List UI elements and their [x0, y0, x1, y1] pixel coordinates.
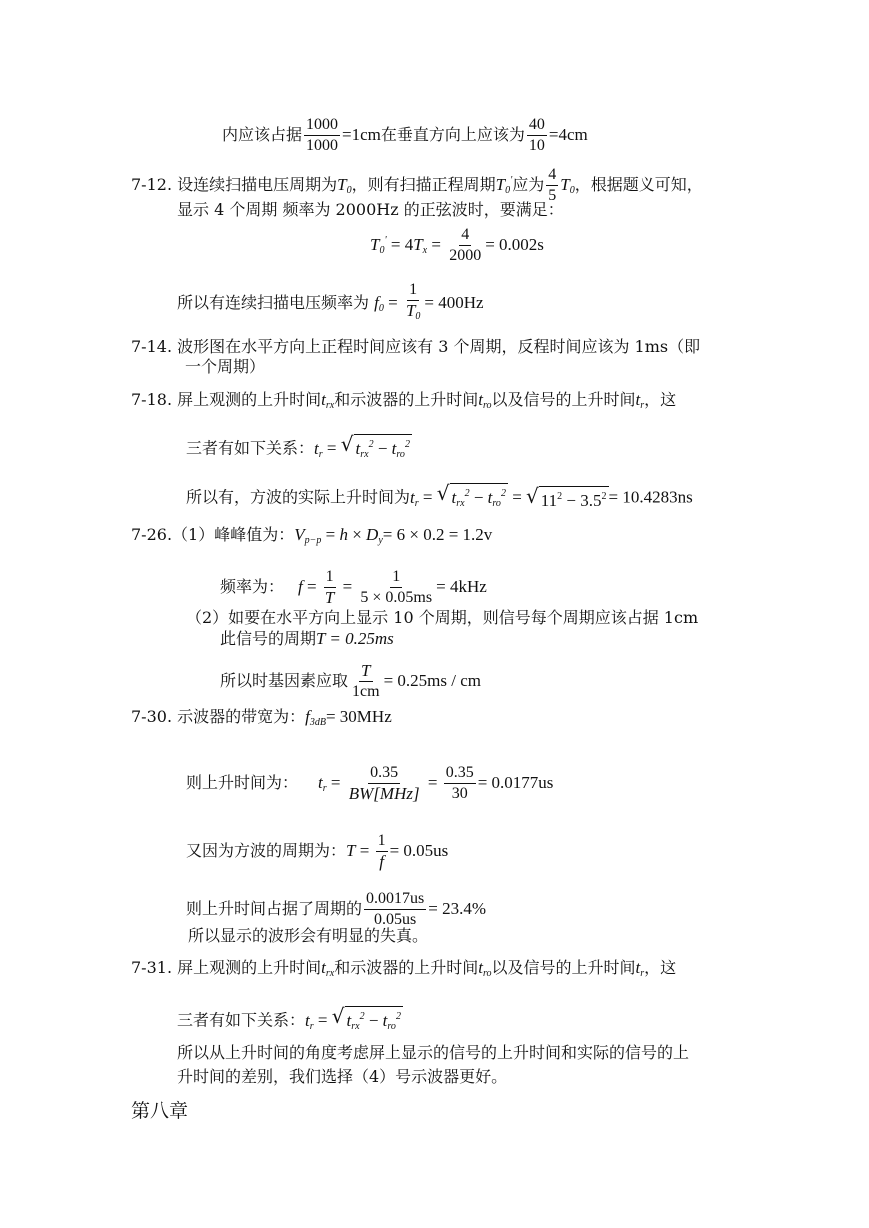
- fraction: $\frac{1}{5 \times 0.05ms}$: [360, 568, 433, 606]
- fraction: $\frac{4}{5}$: [548, 166, 557, 204]
- fraction: $\frac{4}{2000}$: [449, 226, 482, 264]
- problem-7-26-line1: 7-26.（1）峰峰值为：$V_{p-p} = h \times D_y= 6 \times 0.2 = 1.2v$: [131, 525, 493, 546]
- problem-7-18-line1: 7-18. 屏上观测的上升时间$t_{rx}$和示波器的上升时间$t_{ro}$以及信号的上升时间$t_r$，这: [131, 390, 677, 411]
- sqrt: √ $t_{rx}^2 - t_{ro}^2$: [332, 1006, 403, 1036]
- fraction: $\frac{1000}{1000}$: [306, 116, 339, 154]
- fraction: $\frac{0.35}{30}$: [445, 764, 474, 802]
- answer-line-vertical: 内应该占据 $\frac{1000}{1000}$ =1cm在垂直方向上应该为 $\frac{40}{10}$ =4cm: [222, 116, 588, 154]
- fraction: $\frac{0.35}{\text{BW[MHz]}}$: [348, 764, 420, 803]
- fraction: $\frac{0.0017us}{0.05us}$: [366, 890, 425, 928]
- problem-7-31-relation: 三者有如下关系：$t_r$ = √ $t_{rx}^2 - t_{ro}^2$: [177, 1006, 403, 1037]
- fraction: $\frac{1}{T_0}$: [405, 281, 421, 322]
- problem-7-26-part2: （2）如要在水平方向上显示 10 个周期，则信号每个周期应该占据 1cm: [186, 608, 699, 627]
- problem-7-30-period: 又因为方波的周期为：T = $\frac{1}{f}$ = 0.05us: [186, 832, 449, 871]
- problem-7-30-conclusion: 所以显示的波形会有明显的失真。: [188, 926, 429, 945]
- problem-7-26-timebase: 所以时基因素应取 $\frac{T}{1cm}$ = 0.25ms / cm: [220, 661, 481, 700]
- problem-7-18-result: 所以有，方波的实际上升时间为$t_r$ = √ $t_{rx}^2 - t_{ro}^2$ = √ $11^2 - 3.5^2$ = 10.4283ns: [186, 483, 693, 514]
- fraction: $\frac{1}{T}$: [324, 568, 335, 607]
- problem-7-30-risetime: 则上升时间为： $t_r$ = $\frac{0.35}{\text{BW[MHz]}}$ = $\frac{0.35}{30}$ = 0.0177us: [186, 764, 554, 803]
- problem-7-30-line1: 7-30. 示波器的带宽为：$f_{3dB}= 30MHz$: [131, 707, 392, 728]
- problem-7-12-line2: 显示 4 个周期 频率为 2000Hz 的正弦波时，要满足：: [177, 200, 564, 219]
- problem-7-12-equation: $T_0' = 4T_x$ = $\frac{4}{2000}$ = 0.002s: [370, 226, 544, 264]
- chapter-heading: 第八章: [131, 1100, 189, 1122]
- sqrt: √ $t_{rx}^2 - t_{ro}^2$: [341, 434, 412, 464]
- problem-7-31-line4: 升时间的差别，我们选择（4）号示波器更好。: [177, 1067, 508, 1086]
- problem-7-31-line3: 所以从上升时间的角度考虑屏上显示的信号的上升时间和实际的信号的上: [177, 1043, 690, 1062]
- problem-7-12-line1: 7-12. 设连续扫描电压周期为$T_0$，则有扫描正程周期$T_0'$应为 $\frac{4}{5}$ $T_0$，根据题义可知，: [131, 166, 703, 204]
- problem-7-30-ratio: 则上升时间占据了周期的 $\frac{0.0017us}{0.05us}$ = 23.4%: [186, 890, 486, 928]
- fraction: $\frac{T}{1cm}$: [352, 661, 380, 700]
- problem-7-31-line1: 7-31. 屏上观测的上升时间$t_{rx}$和示波器的上升时间$t_{ro}$以及信号的上升时间$t_r$，这: [131, 958, 677, 979]
- problem-7-14-line1: 7-14. 波形图在水平方向上正程时间应该有 3 个周期，反程时间应该为 1ms（即: [131, 337, 701, 356]
- fraction: $\frac{40}{10}$: [528, 116, 545, 154]
- fraction: $\frac{1}{f}$: [377, 832, 386, 871]
- problem-7-14-line2: 一个周期）: [185, 357, 266, 376]
- problem-7-12-line4: 所以有连续扫描电压频率为 $f_0$ = $\frac{1}{T_0}$ = 400Hz: [177, 281, 484, 326]
- problem-7-26-period: 此信号的周期T = 0.25ms: [220, 629, 394, 648]
- problem-7-26-frequency: 频率为： f = $\frac{1}{T}$ = $\frac{1}{5 \times 0.05ms}$ = 4kHz: [220, 568, 487, 607]
- problem-7-18-relation: 三者有如下关系：$t_r$ = √ $t_{rx}^2 - t_{ro}^2$: [186, 434, 412, 465]
- sqrt: √ $t_{rx}^2 - t_{ro}^2$: [437, 483, 508, 513]
- sqrt: √ $11^2 - 3.5^2$: [526, 484, 607, 510]
